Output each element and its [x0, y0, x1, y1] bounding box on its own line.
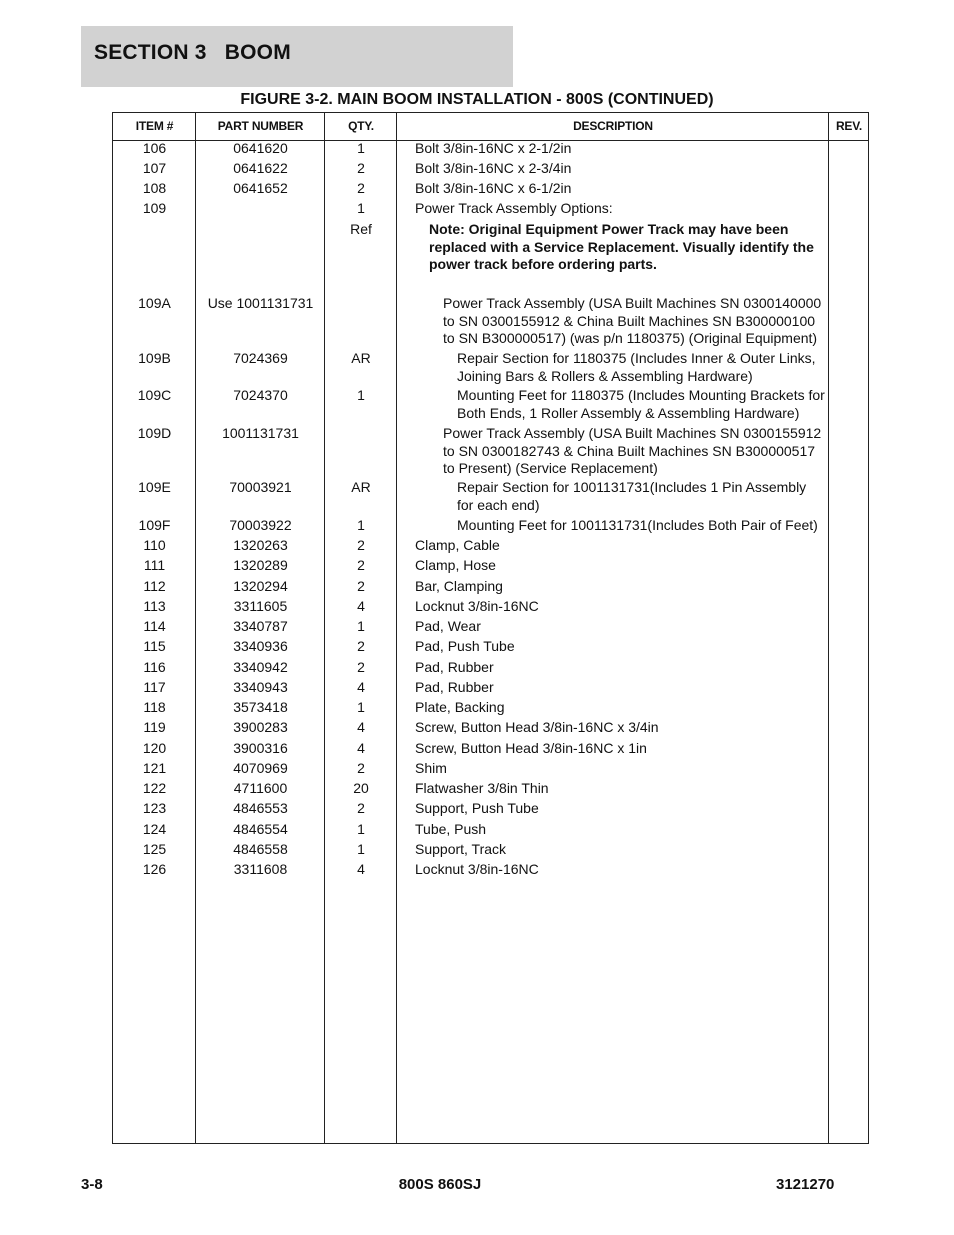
quantity: 1 — [357, 821, 365, 837]
item-number: 109B — [138, 350, 171, 366]
item-number: 121 — [142, 760, 167, 776]
description: Clamp, Cable — [415, 537, 500, 553]
quantity: 2 — [357, 180, 365, 196]
part-number: 3340943 — [233, 679, 288, 695]
quantity: 1 — [357, 699, 365, 715]
section-title: SECTION 3 BOOM — [94, 41, 291, 64]
part-number: 70003921 — [229, 479, 292, 495]
part-number: 0641622 — [233, 160, 288, 176]
part-number: 4070969 — [233, 760, 288, 776]
part-number: 1320289 — [233, 557, 288, 573]
part-number: 4846553 — [233, 800, 288, 816]
parts-table — [112, 112, 869, 1144]
part-number: 4846558 — [233, 841, 288, 857]
part-number: Use 1001131731 — [207, 295, 314, 311]
part-number: 3900316 — [233, 740, 288, 756]
description: Power Track Assembly Options: — [415, 200, 613, 216]
description: Pad, Rubber — [415, 679, 494, 695]
quantity: 1 — [357, 841, 365, 857]
part-number: 4846554 — [233, 821, 288, 837]
description: Plate, Backing — [415, 699, 505, 715]
part-number: 3340787 — [233, 618, 288, 634]
quantity: 2 — [357, 800, 365, 816]
column-header-rev: REV. — [835, 119, 863, 133]
part-number: 1001131731 — [222, 425, 299, 441]
quantity: 4 — [357, 719, 365, 735]
item-number: 110 — [143, 537, 166, 553]
item-number: 125 — [142, 841, 167, 857]
part-number: 0641652 — [233, 180, 288, 196]
item-number: 108 — [142, 180, 167, 196]
part-number: 4711600 — [233, 780, 288, 796]
item-number: 106 — [142, 140, 167, 156]
description: Support, Push Tube — [415, 800, 539, 816]
column-divider — [828, 113, 829, 1143]
item-number: 111 — [143, 557, 166, 573]
quantity: 2 — [357, 160, 365, 176]
quantity: 2 — [357, 557, 365, 573]
item-number: 126 — [142, 861, 167, 877]
quantity: 2 — [357, 578, 365, 594]
document-number: 3121270 — [776, 1176, 835, 1193]
part-number: 3340942 — [233, 659, 288, 675]
item-number: 109A — [138, 295, 171, 311]
item-number: 123 — [142, 800, 167, 816]
description: Screw, Button Head 3/8in-16NC x 1in — [415, 740, 647, 756]
description: Tube, Push — [415, 821, 487, 837]
quantity: 4 — [357, 598, 365, 614]
column-header-description: DESCRIPTION — [573, 119, 653, 133]
quantity: 2 — [357, 638, 365, 654]
quantity: 4 — [357, 740, 365, 756]
quantity: 4 — [357, 861, 365, 877]
description: Note: Original Equipment Power Track may have been replaced with a Service Replacement. Visually identify the power track before ordering parts. — [429, 221, 814, 272]
quantity: 20 — [353, 780, 369, 796]
description: Power Track Assembly (USA Built Machines SN 0300140000 to SN 0300155912 & China Built Machines SN B300000100 to SN B300000517) (was p/n 1180375) (Original Equipment) — [443, 295, 822, 346]
description: Repair Section for 1180375 (Includes Inner & Outer Links, Joining Bars & Rollers & Assembling Hardware) — [457, 350, 816, 384]
quantity: AR — [351, 350, 371, 366]
description: Bolt 3/8in-16NC x 2-1/2in — [415, 140, 572, 156]
description: Bolt 3/8in-16NC x 6-1/2in — [415, 180, 572, 196]
item-number: 118 — [143, 699, 166, 715]
quantity: 1 — [357, 140, 365, 156]
description: Power Track Assembly (USA Built Machines SN 0300155912 to SN 0300182743 & China Built Machines SN B300000517 to Present) (Service Replacement) — [443, 425, 822, 476]
item-number: 113 — [143, 598, 166, 614]
column-header-qty: QTY. — [348, 119, 374, 133]
quantity: 2 — [357, 659, 365, 675]
quantity: 1 — [357, 618, 365, 634]
description: Locknut 3/8in-16NC — [415, 861, 539, 877]
part-number: 7024370 — [233, 387, 288, 403]
quantity: 1 — [357, 387, 365, 403]
description: Mounting Feet for 1180375 (Includes Mounting Brackets for Both Ends, 1 Roller Assembly & Assembling Hardware) — [457, 387, 825, 421]
description: Flatwasher 3/8in Thin — [415, 780, 549, 796]
item-number: 112 — [143, 578, 166, 594]
section-header-band — [81, 26, 513, 87]
quantity: 2 — [357, 760, 365, 776]
item-number: 109F — [138, 517, 171, 533]
column-header-item: ITEM # — [135, 119, 174, 133]
description: Shim — [415, 760, 447, 776]
item-number: 117 — [143, 679, 166, 695]
column-header-part-number: PART NUMBER — [217, 119, 304, 133]
quantity: 4 — [357, 679, 365, 695]
quantity: Ref — [350, 221, 372, 237]
description: Bolt 3/8in-16NC x 2-3/4in — [415, 160, 572, 176]
description: Support, Track — [415, 841, 507, 857]
quantity: 1 — [357, 200, 365, 216]
quantity: 1 — [357, 517, 365, 533]
item-number: 120 — [142, 740, 167, 756]
item-number: 107 — [142, 160, 167, 176]
description: Pad, Push Tube — [415, 638, 515, 654]
item-number: 119 — [143, 719, 166, 735]
quantity: AR — [351, 479, 371, 495]
figure-title: FIGURE 3-2. MAIN BOOM INSTALLATION - 800S (CONTINUED) — [240, 91, 714, 108]
item-number: 116 — [143, 659, 166, 675]
quantity: 2 — [357, 537, 365, 553]
description: Locknut 3/8in-16NC — [415, 598, 539, 614]
item-number: 115 — [143, 638, 166, 654]
description: Bar, Clamping — [415, 578, 503, 594]
item-number: 124 — [142, 821, 167, 837]
part-number: 3340936 — [233, 638, 288, 654]
description: Mounting Feet for 1001131731(Includes Both Pair of Feet) — [457, 517, 818, 533]
page-number: 3-8 — [81, 1176, 103, 1193]
part-number: 1320263 — [233, 537, 288, 553]
item-number: 109C — [137, 387, 172, 403]
part-number: 7024369 — [233, 350, 288, 366]
part-number: 3311608 — [233, 861, 288, 877]
item-number: 109 — [142, 200, 167, 216]
part-number: 1320294 — [233, 578, 288, 594]
model-label: 800S 860SJ — [398, 1176, 482, 1193]
item-number: 109E — [138, 479, 171, 495]
part-number: 3573418 — [233, 699, 288, 715]
description: Pad, Wear — [415, 618, 481, 634]
item-number: 114 — [143, 618, 166, 634]
part-number: 70003922 — [229, 517, 292, 533]
item-number: 122 — [142, 780, 167, 796]
description: Clamp, Hose — [415, 557, 496, 573]
part-number: 3311605 — [233, 598, 288, 614]
item-number: 109D — [137, 425, 172, 441]
description: Pad, Rubber — [415, 659, 494, 675]
description: Repair Section for 1001131731(Includes 1 Pin Assembly for each end) — [457, 479, 807, 513]
part-number: 0641620 — [233, 140, 288, 156]
part-number: 3900283 — [233, 719, 288, 735]
description: Screw, Button Head 3/8in-16NC x 3/4in — [415, 719, 659, 735]
